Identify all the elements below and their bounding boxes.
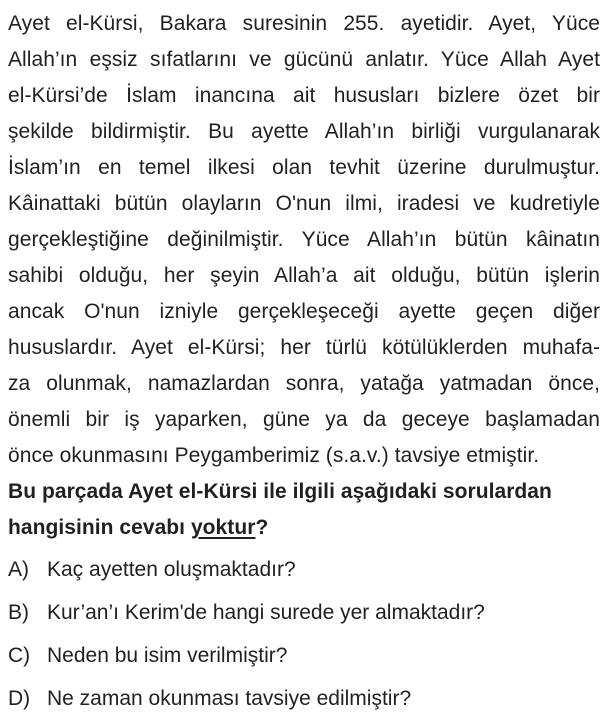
passage-line: İslam’ın en temel ilkesi olan tevhit üzerine durulmuştur.: [8, 156, 600, 179]
option-text: Kur’an’ı Kerim'de hangi surede yer almaktadır?: [47, 601, 485, 624]
passage-line: Kâinattaki bütün olayların O'nun ilmi, iradesi ve kudretiyle: [8, 192, 600, 215]
question-suffix: ?: [255, 516, 269, 539]
passage-line: Ayet el-Kürsi, Bakara suresinin 255. ayetidir. Ayet, Yüce: [8, 12, 600, 35]
option-text: Kaç ayetten oluşmaktadır?: [47, 558, 296, 581]
passage-line: Allah’ın eşsiz sıfatlarını ve gücünü anlatır. Yüce Allah Ayet: [8, 48, 600, 71]
passage-line: ancak O'nun izniyle gerçekleşeceği ayette geçen diğer: [8, 300, 600, 323]
option-text: Ne zaman okunması tavsiye edilmiştir?: [47, 687, 412, 710]
option-d[interactable]: [8, 681, 600, 724]
question-emphasis: yoktur: [190, 516, 256, 539]
option-letter: C): [8, 644, 31, 667]
question-prefix: hangisinin cevabı: [8, 516, 191, 539]
passage-line: şekilde bildirmiştir. Bu ayette Allah’ın birliği vurgulanarak: [8, 120, 600, 143]
passage-line: gerçekleştiğine değinilmiştir. Yüce Allah’ın bütün kâinatın: [8, 228, 600, 251]
question-line: [8, 510, 600, 546]
passage-line: hususlardır. Ayet el-Kürsi; her türlü kötülüklerden muhafa-: [8, 336, 600, 359]
option-text: Neden bu isim verilmiştir?: [47, 644, 288, 667]
option-letter: A): [8, 558, 29, 581]
question-line: Bu parçada Ayet el-Kürsi ile ilgili aşağıdaki sorulardan: [8, 480, 552, 503]
answer-options: [8, 552, 600, 724]
passage-line: za olunmak, namazlardan sonra, yatağa yatmadan önce,: [8, 372, 600, 395]
reading-passage: [8, 6, 600, 474]
passage-line: el-Kürsi’de İslam inancına ait hususları bizlere özet bir: [8, 84, 600, 107]
option-c[interactable]: [8, 638, 600, 681]
question-stem: [8, 474, 600, 546]
passage-line: önemli bir iş yaparken, güne ya da geceye başlamadan: [8, 408, 600, 431]
option-a[interactable]: [8, 552, 600, 595]
option-letter: B): [8, 601, 29, 624]
passage-line: sahibi olduğu, her şeyin Allah’a ait olduğu, bütün işlerin: [8, 264, 600, 287]
option-letter: D): [8, 687, 31, 710]
option-b[interactable]: [8, 595, 600, 638]
passage-line: önce okunmasını Peygamberimiz (s.a.v.) tavsiye etmiştir.: [8, 444, 540, 467]
